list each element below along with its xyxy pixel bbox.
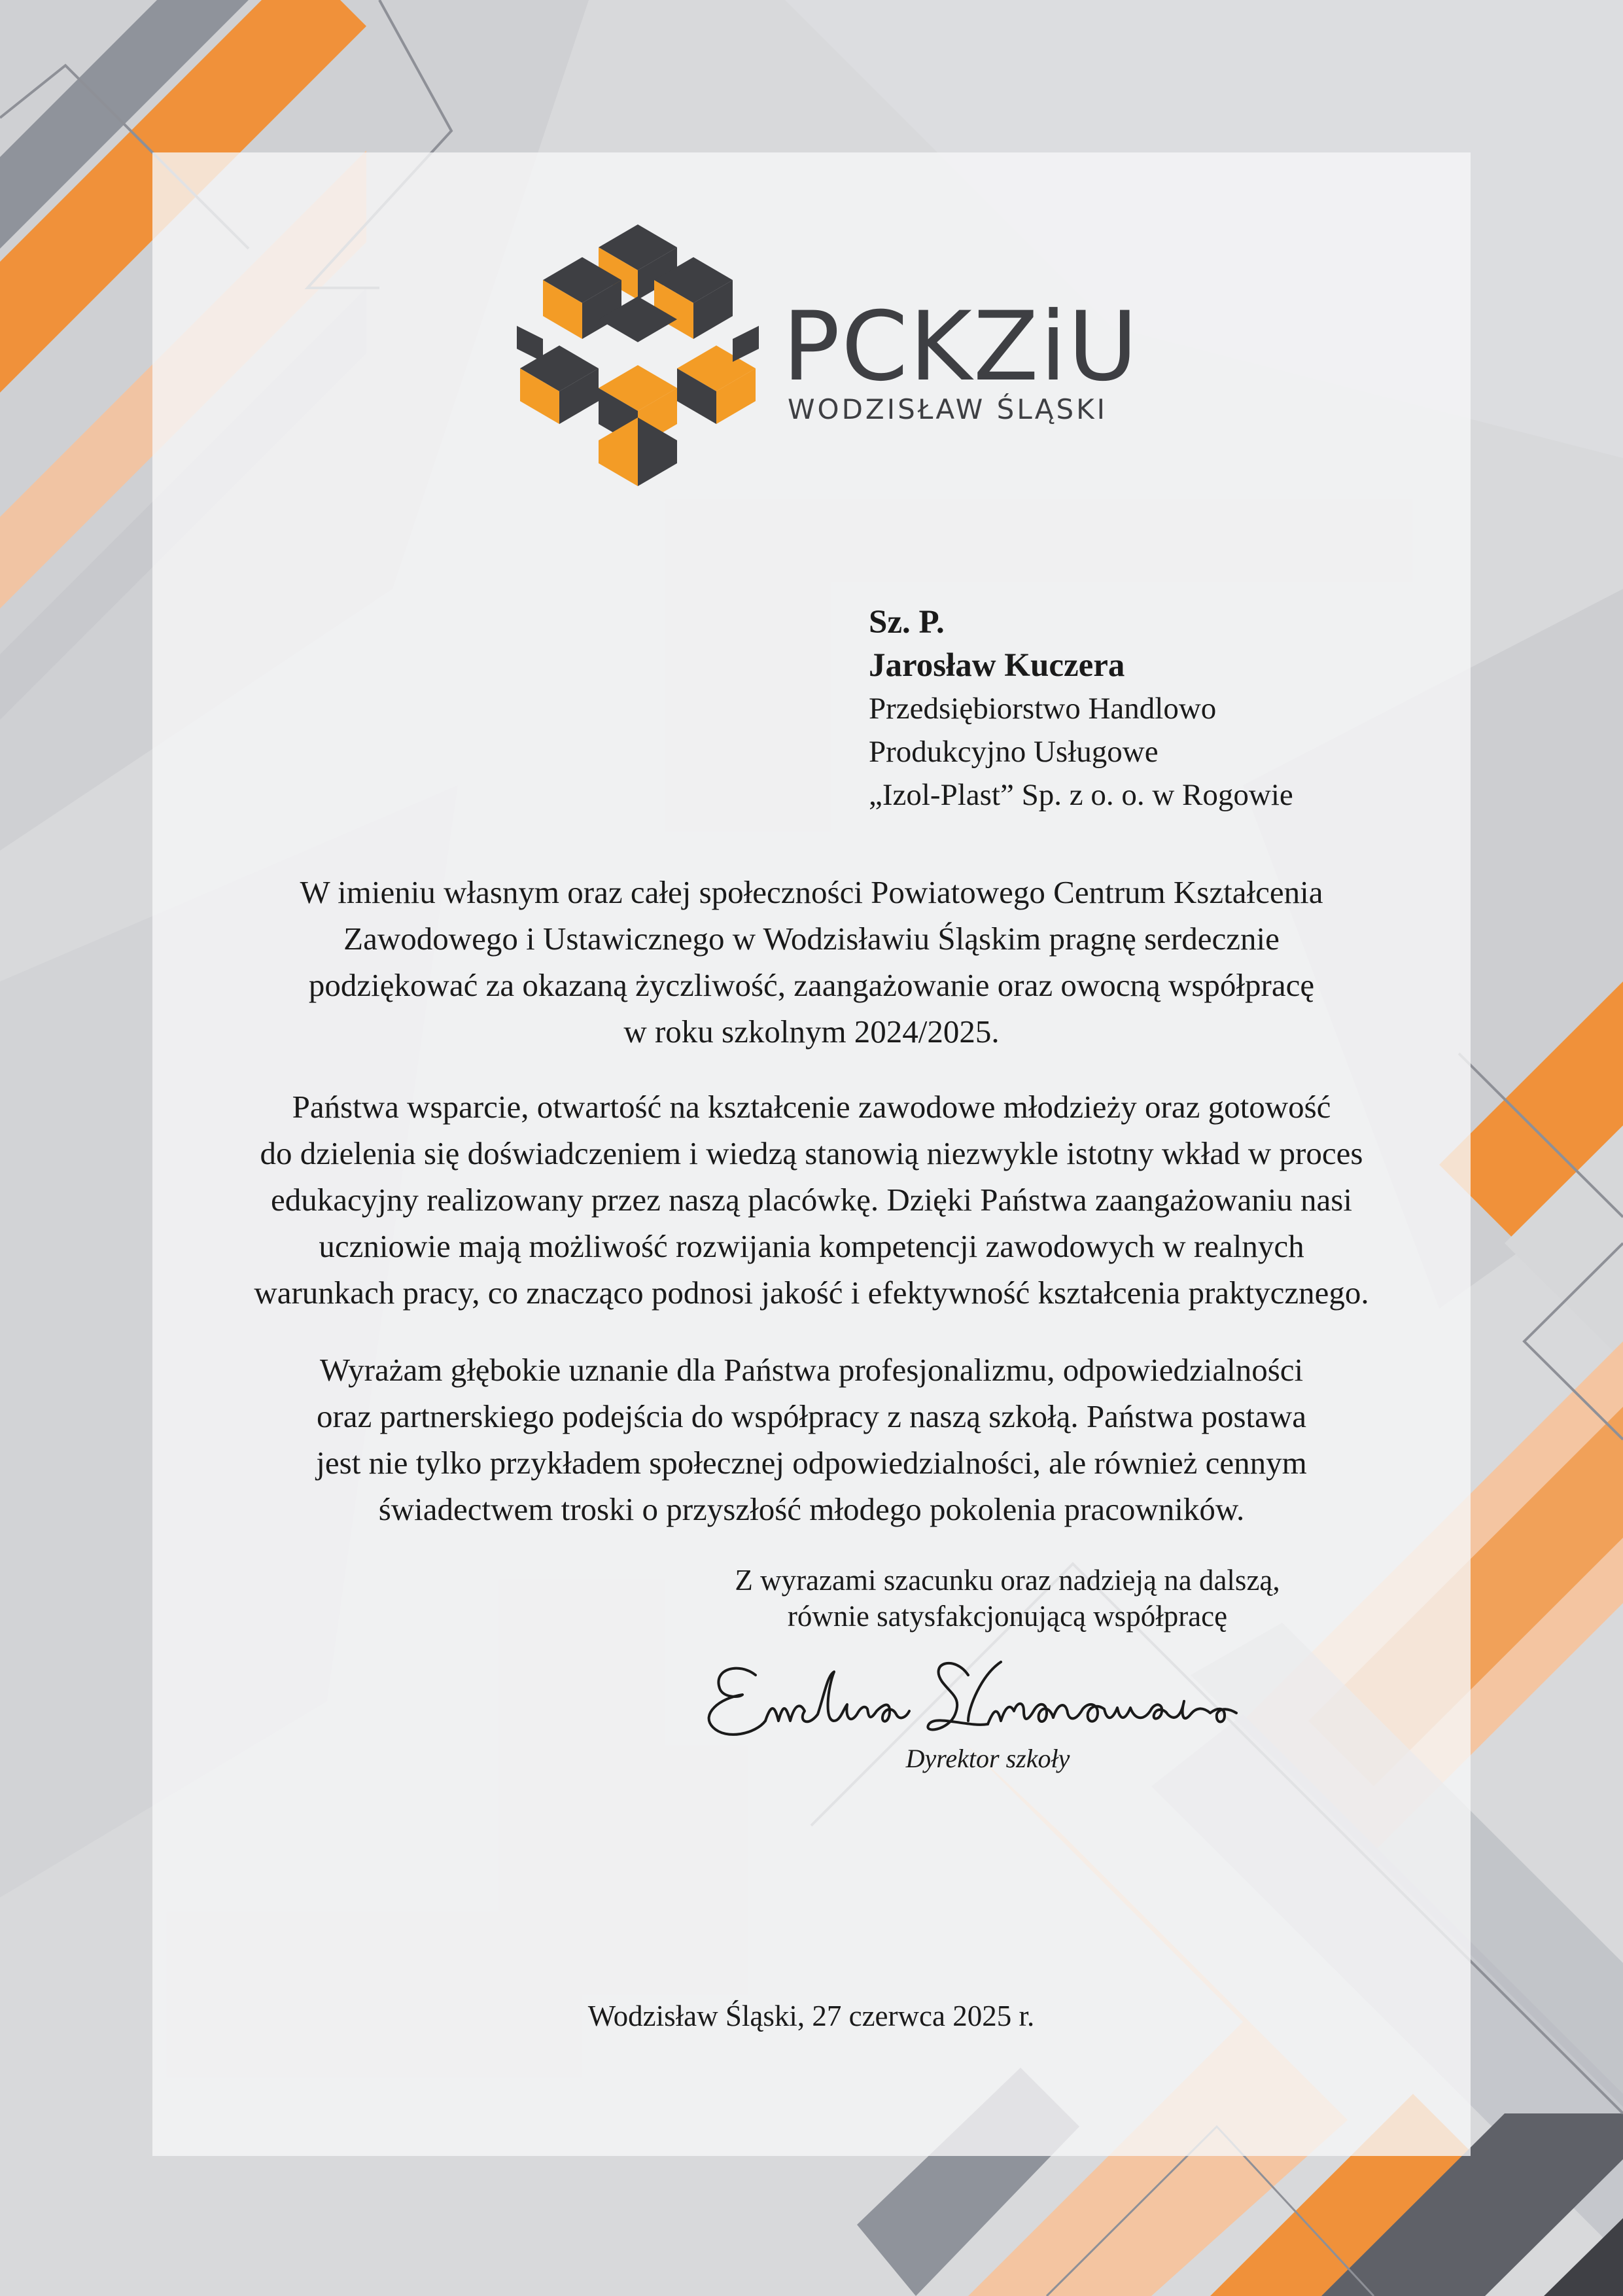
paragraph-line: warunkach pracy, co znacząco podnosi jakość i efektywność kształcenia praktycznego. — [254, 1275, 1369, 1311]
closing-phrase — [654, 1563, 1361, 1634]
salutation: Sz. P. — [869, 604, 945, 641]
signatory-role: Dyrektor szkoły — [905, 1744, 1070, 1773]
logo-name: PCKZiU — [782, 291, 1140, 402]
paragraph-line: Państwa wsparcie, otwartość na kształcenie zawodowe młodzieży oraz gotowość — [292, 1089, 1331, 1125]
closing-line: równie satysfakcjonującą współpracę — [787, 1600, 1228, 1633]
company-line: Przedsiębiorstwo Handlowo — [869, 692, 1217, 726]
paragraph-line: oraz partnerskiego podejścia do współpracy z naszą szkołą. Państwa postawa — [316, 1398, 1307, 1434]
company-line: Produkcyjno Usługowe — [869, 735, 1159, 769]
hexagonal-cube-logo-icon — [517, 221, 759, 489]
logo-text — [782, 291, 1140, 426]
paragraph-line: świadectwem troski o przyszłość młodego pokolenia pracowników. — [378, 1491, 1245, 1527]
paragraph-line: jest nie tylko przykładem społecznej odpowiedzialności, ale również cennym — [316, 1445, 1307, 1481]
letter-paragraph-3 — [172, 1347, 1451, 1532]
recipient-address — [869, 601, 1457, 817]
paragraph-line: edukacyjny realizowany przez naszą placówkę. Dzięki Państwa zaangażowaniu nasi — [270, 1182, 1352, 1218]
logo-subtitle: WODZISŁAW ŚLĄSKI — [788, 393, 1108, 425]
company-line: „Izol-Plast” Sp. z o. o. w Rogowie — [869, 778, 1293, 812]
paragraph-line: w roku szkolnym 2024/2025. — [623, 1014, 1000, 1050]
letter-paragraph-1 — [172, 869, 1451, 1055]
paragraph-line: Wyrażam głębokie uznanie dla Państwa profesjonalizmu, odpowiedzialności — [319, 1352, 1304, 1388]
recipient-name: Jarosław Kuczera — [869, 647, 1125, 684]
paragraph-line: Zawodowego i Ustawicznego w Wodzisławiu Śląskim pragnę serdecznie — [343, 921, 1280, 957]
paragraph-line: W imieniu własnym oraz całej społeczności Powiatowego Centrum Kształcenia — [300, 874, 1323, 910]
handwritten-signature — [693, 1636, 1321, 1747]
letter-paragraph-2 — [172, 1084, 1451, 1316]
closing-line: Z wyrazami szacunku oraz nadzieją na dalszą, — [735, 1564, 1280, 1597]
paragraph-line: podziękować za okazaną życzliwość, zaangażowanie oraz owocną współpracę — [308, 967, 1315, 1003]
place-and-date: Wodzisław Śląski, 27 czerwca 2025 r. — [587, 2000, 1035, 2032]
paragraph-line: do dzielenia się doświadczeniem i wiedzą stanowią niezwykle istotny wkład w proces — [260, 1135, 1363, 1171]
school-logo — [517, 221, 1140, 489]
paragraph-line: uczniowie mają możliwość rozwijania kompetencji zawodowych w realnych — [319, 1228, 1304, 1264]
